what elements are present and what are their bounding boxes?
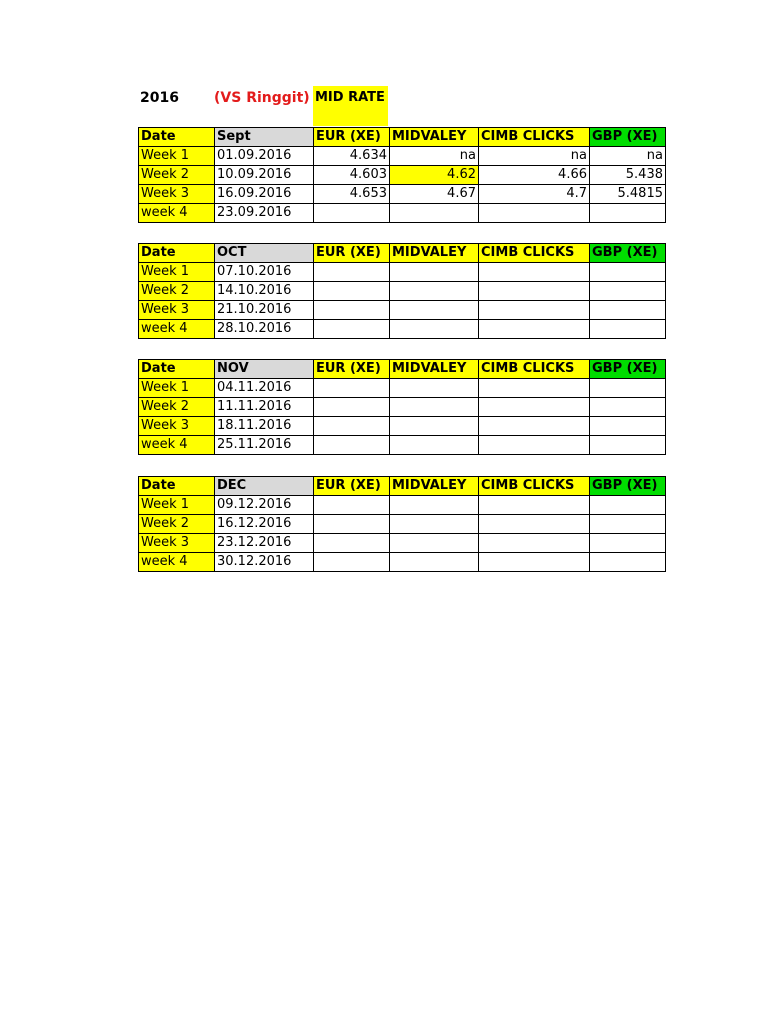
table-row: [139, 263, 666, 282]
eur-cell[interactable]: [314, 282, 390, 301]
header-month[interactable]: NOV: [215, 360, 314, 379]
date-cell[interactable]: 18.11.2016: [215, 417, 314, 436]
midvaley-cell[interactable]: 4.62: [390, 166, 479, 185]
table-header-row: [139, 360, 666, 379]
eur-cell[interactable]: 4.653: [314, 185, 390, 204]
week-cell[interactable]: Week 2: [139, 515, 215, 534]
week-cell[interactable]: Week 3: [139, 534, 215, 553]
midvaley-cell[interactable]: [390, 515, 479, 534]
cimb-cell[interactable]: [479, 534, 590, 553]
table-row: [139, 515, 666, 534]
cimb-cell[interactable]: [479, 496, 590, 515]
header-month[interactable]: Sept: [215, 128, 314, 147]
header-eur[interactable]: EUR (XE): [314, 477, 390, 496]
midvaley-cell[interactable]: [390, 379, 479, 398]
gbp-cell[interactable]: [590, 398, 666, 417]
header-midvaley[interactable]: MIDVALEY: [390, 477, 479, 496]
midvaley-cell[interactable]: [390, 553, 479, 572]
gbp-cell[interactable]: [590, 379, 666, 398]
table-row: [139, 320, 666, 339]
week-cell[interactable]: Week 1: [139, 263, 215, 282]
gbp-cell[interactable]: [590, 320, 666, 339]
eur-cell[interactable]: [314, 301, 390, 320]
gbp-cell[interactable]: [590, 301, 666, 320]
header-midvaley[interactable]: MIDVALEY: [390, 128, 479, 147]
table-row: [139, 379, 666, 398]
header-date[interactable]: Date: [139, 128, 215, 147]
rates-table-sept: [138, 127, 666, 223]
date-cell[interactable]: 14.10.2016: [215, 282, 314, 301]
eur-cell[interactable]: [314, 379, 390, 398]
date-cell[interactable]: 10.09.2016: [215, 166, 314, 185]
header-date[interactable]: Date: [139, 244, 215, 263]
gbp-cell[interactable]: [590, 263, 666, 282]
midvaley-cell[interactable]: [390, 320, 479, 339]
midvaley-cell[interactable]: [390, 417, 479, 436]
midvaley-cell[interactable]: 4.67: [390, 185, 479, 204]
header-eur[interactable]: EUR (XE): [314, 360, 390, 379]
gbp-cell[interactable]: [590, 496, 666, 515]
eur-cell[interactable]: 4.603: [314, 166, 390, 185]
year-label: 2016: [140, 90, 179, 106]
rates-table-oct: [138, 243, 666, 339]
eur-cell[interactable]: [314, 204, 390, 223]
eur-cell[interactable]: [314, 553, 390, 572]
gbp-cell[interactable]: [590, 553, 666, 572]
header-gbp[interactable]: GBP (XE): [590, 477, 666, 496]
date-cell[interactable]: 09.12.2016: [215, 496, 314, 515]
midvaley-cell[interactable]: [390, 398, 479, 417]
cimb-cell[interactable]: 4.7: [479, 185, 590, 204]
cimb-cell[interactable]: 4.66: [479, 166, 590, 185]
cimb-cell[interactable]: [479, 263, 590, 282]
eur-cell[interactable]: [314, 263, 390, 282]
header-eur[interactable]: EUR (XE): [314, 244, 390, 263]
cimb-cell[interactable]: [479, 204, 590, 223]
header-date[interactable]: Date: [139, 360, 215, 379]
eur-cell[interactable]: [314, 417, 390, 436]
week-cell[interactable]: Week 1: [139, 147, 215, 166]
eur-cell[interactable]: [314, 534, 390, 553]
gbp-cell[interactable]: [590, 417, 666, 436]
header-midvaley[interactable]: MIDVALEY: [390, 360, 479, 379]
table-row: [139, 282, 666, 301]
rates-table-nov: [138, 359, 666, 455]
gbp-cell[interactable]: [590, 534, 666, 553]
week-cell[interactable]: week 4: [139, 436, 215, 455]
date-cell[interactable]: 21.10.2016: [215, 301, 314, 320]
gbp-cell[interactable]: [590, 204, 666, 223]
header-cimb[interactable]: CIMB CLICKS: [479, 128, 590, 147]
cimb-cell[interactable]: [479, 379, 590, 398]
eur-cell[interactable]: [314, 398, 390, 417]
table-row: [139, 496, 666, 515]
date-cell[interactable]: 01.09.2016: [215, 147, 314, 166]
header-midvaley[interactable]: MIDVALEY: [390, 244, 479, 263]
header-cimb[interactable]: CIMB CLICKS: [479, 477, 590, 496]
eur-cell[interactable]: [314, 320, 390, 339]
table-header-row: [139, 244, 666, 263]
date-cell[interactable]: 07.10.2016: [215, 263, 314, 282]
week-cell[interactable]: Week 3: [139, 185, 215, 204]
cimb-cell[interactable]: na: [479, 147, 590, 166]
cimb-cell[interactable]: [479, 320, 590, 339]
eur-cell[interactable]: [314, 515, 390, 534]
table-header-row: [139, 128, 666, 147]
cimb-cell[interactable]: [479, 436, 590, 455]
midvaley-cell[interactable]: [390, 436, 479, 455]
table-row: [139, 166, 666, 185]
midvaley-cell[interactable]: [390, 263, 479, 282]
date-cell[interactable]: 28.10.2016: [215, 320, 314, 339]
week-cell[interactable]: Week 1: [139, 379, 215, 398]
table-row: [139, 185, 666, 204]
date-cell[interactable]: 04.11.2016: [215, 379, 314, 398]
header-gbp[interactable]: GBP (XE): [590, 244, 666, 263]
week-cell[interactable]: Week 2: [139, 398, 215, 417]
cimb-cell[interactable]: [479, 417, 590, 436]
header-cimb[interactable]: CIMB CLICKS: [479, 244, 590, 263]
gbp-cell[interactable]: [590, 515, 666, 534]
rates-table-dec: [138, 476, 666, 572]
cimb-cell[interactable]: [479, 301, 590, 320]
midvaley-cell[interactable]: [390, 301, 479, 320]
midvaley-cell[interactable]: na: [390, 147, 479, 166]
date-cell[interactable]: 16.09.2016: [215, 185, 314, 204]
week-cell[interactable]: week 4: [139, 320, 215, 339]
gbp-cell[interactable]: 5.438: [590, 166, 666, 185]
cimb-cell[interactable]: [479, 282, 590, 301]
gbp-cell[interactable]: na: [590, 147, 666, 166]
eur-cell[interactable]: 4.634: [314, 147, 390, 166]
mid-rate-label: MID RATE: [313, 86, 388, 126]
midvaley-cell[interactable]: [390, 282, 479, 301]
date-cell[interactable]: 11.11.2016: [215, 398, 314, 417]
gbp-cell[interactable]: [590, 282, 666, 301]
vs-ringgit-label: (VS Ringgit): [214, 90, 310, 106]
week-cell[interactable]: week 4: [139, 553, 215, 572]
date-cell[interactable]: 16.12.2016: [215, 515, 314, 534]
header-month[interactable]: OCT: [215, 244, 314, 263]
week-cell[interactable]: Week 2: [139, 282, 215, 301]
table-row: [139, 398, 666, 417]
header-eur[interactable]: EUR (XE): [314, 128, 390, 147]
table-header-row: [139, 477, 666, 496]
table-row: [139, 436, 666, 455]
date-cell[interactable]: 23.09.2016: [215, 204, 314, 223]
table-row: [139, 204, 666, 223]
header-gbp[interactable]: GBP (XE): [590, 360, 666, 379]
table-row: [139, 534, 666, 553]
midvaley-cell[interactable]: [390, 204, 479, 223]
header-cimb[interactable]: CIMB CLICKS: [479, 360, 590, 379]
date-cell[interactable]: 30.12.2016: [215, 553, 314, 572]
date-cell[interactable]: 25.11.2016: [215, 436, 314, 455]
midvaley-cell[interactable]: [390, 534, 479, 553]
gbp-cell[interactable]: [590, 436, 666, 455]
table-row: [139, 301, 666, 320]
week-cell[interactable]: Week 3: [139, 417, 215, 436]
table-row: [139, 417, 666, 436]
cimb-cell[interactable]: [479, 398, 590, 417]
week-cell[interactable]: Week 2: [139, 166, 215, 185]
midvaley-cell[interactable]: [390, 496, 479, 515]
eur-cell[interactable]: [314, 436, 390, 455]
week-cell[interactable]: week 4: [139, 204, 215, 223]
cimb-cell[interactable]: [479, 515, 590, 534]
cimb-cell[interactable]: [479, 553, 590, 572]
date-cell[interactable]: 23.12.2016: [215, 534, 314, 553]
eur-cell[interactable]: [314, 496, 390, 515]
week-cell[interactable]: Week 1: [139, 496, 215, 515]
header-date[interactable]: Date: [139, 477, 215, 496]
table-row: [139, 553, 666, 572]
header-month[interactable]: DEC: [215, 477, 314, 496]
week-cell[interactable]: Week 3: [139, 301, 215, 320]
table-row: [139, 147, 666, 166]
header-gbp[interactable]: GBP (XE): [590, 128, 666, 147]
gbp-cell[interactable]: 5.4815: [590, 185, 666, 204]
